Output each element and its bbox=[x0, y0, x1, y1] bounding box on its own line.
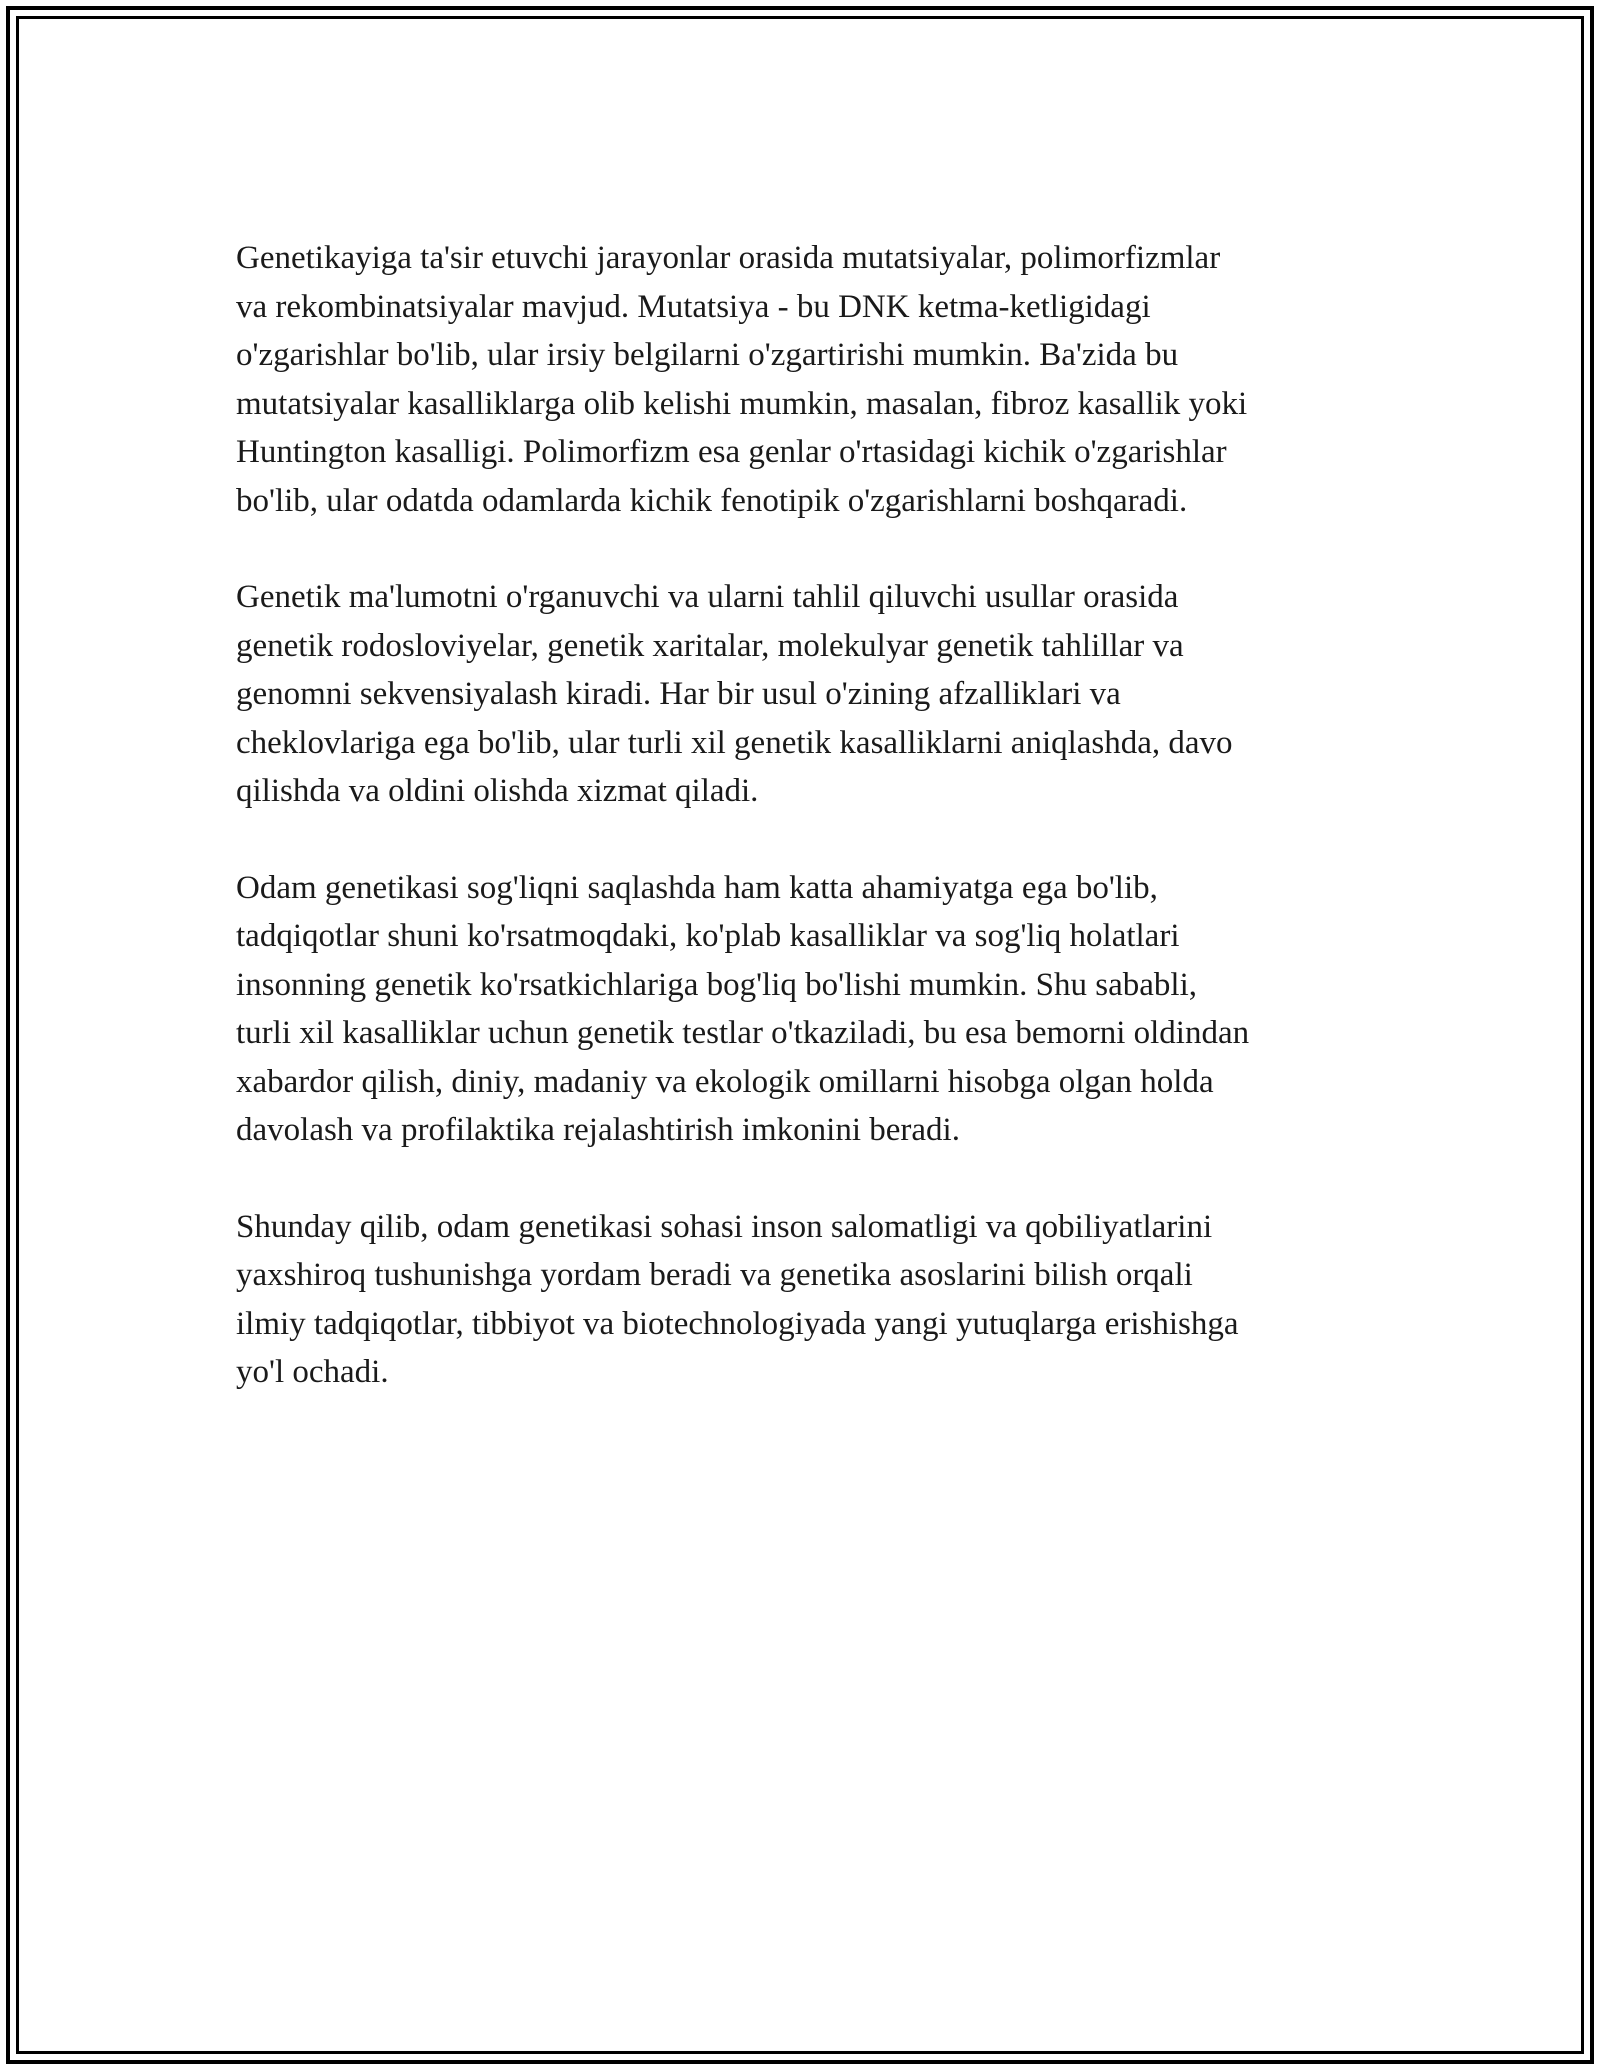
text-line: yo'l ochadi. bbox=[236, 1354, 389, 1390]
text-line: va rekombinatsiyalar mavjud. Mutatsiya - bu DNK ketma-ketligidagi bbox=[236, 288, 1151, 325]
text-line: genomni sekvensiyalash kiradi. Har bir usul o'zining afzalliklari va bbox=[236, 676, 1121, 712]
text-line: ilmiy tadqiqotlar, tibbiyot va biotechnologiyada yangi yutuqlarga erishishga bbox=[236, 1305, 1239, 1342]
text-line: Odam genetikasi sog'liqni saqlashda ham katta ahamiyatga ega bo'lib, bbox=[236, 869, 1158, 906]
document-body bbox=[236, 234, 1376, 1445]
text-line: Genetik ma'lumotni o'rganuvchi va ularni tahlil qiluvchi usullar orasida bbox=[236, 579, 1179, 615]
text-line: Huntington kasalligi. Polimorfizm esa genlar o'rtasidagi kichik o'zgarishlar bbox=[236, 434, 1227, 470]
text-line: Shunday qilib, odam genetikasi sohasi inson salomatligi va qobiliyatlarini bbox=[236, 1208, 1213, 1245]
paragraph-1 bbox=[236, 234, 1376, 525]
text-line: qilishda va oldini olishda xizmat qiladi. bbox=[236, 773, 759, 809]
text-line: turli xil kasalliklar uchun genetik testlar o'tkaziladi, bu esa bemorni oldindan bbox=[236, 1015, 1250, 1051]
text-line: Genetikayiga ta'sir etuvchi jarayonlar orasida mutatsiyalar, polimorfizmlar bbox=[236, 240, 1221, 276]
text-line: yaxshiroq tushunishga yordam beradi va genetika asoslarini bilish orqali bbox=[236, 1257, 1193, 1293]
text-line: o'zgarishlar bo'lib, ular irsiy belgilarni o'zgartirishi mumkin. Ba'zida bu bbox=[236, 337, 1179, 373]
text-line: bo'lib, ular odatda odamlarda kichik fenotipik o'zgarishlarni boshqaradi. bbox=[236, 482, 1188, 519]
text-line: tadqiqotlar shuni ko'rsatmoqdaki, ko'plab kasalliklar va sog'liq holatlari bbox=[236, 918, 1180, 954]
text-line: cheklovlariga ega bo'lib, ular turli xil genetik kasalliklarni aniqlashda, davo bbox=[236, 724, 1233, 761]
text-line: mutatsiyalar kasalliklarga olib kelishi mumkin, masalan, fibroz kasallik yoki bbox=[236, 385, 1248, 422]
paragraph-4 bbox=[236, 1203, 1376, 1397]
text-line: insonning genetik ko'rsatkichlariga bog'liq bo'lishi mumkin. Shu sababli, bbox=[236, 966, 1197, 1003]
paragraph-2 bbox=[236, 573, 1376, 816]
text-line: davolash va profilaktika rejalashtirish imkonini beradi. bbox=[236, 1112, 960, 1148]
paragraph-3 bbox=[236, 864, 1376, 1155]
text-line: genetik rodosloviyelar, genetik xaritalar, molekulyar genetik tahlillar va bbox=[236, 627, 1184, 664]
text-line: xabardor qilish, diniy, madaniy va ekologik omillarni hisobga olgan holda bbox=[236, 1063, 1214, 1100]
